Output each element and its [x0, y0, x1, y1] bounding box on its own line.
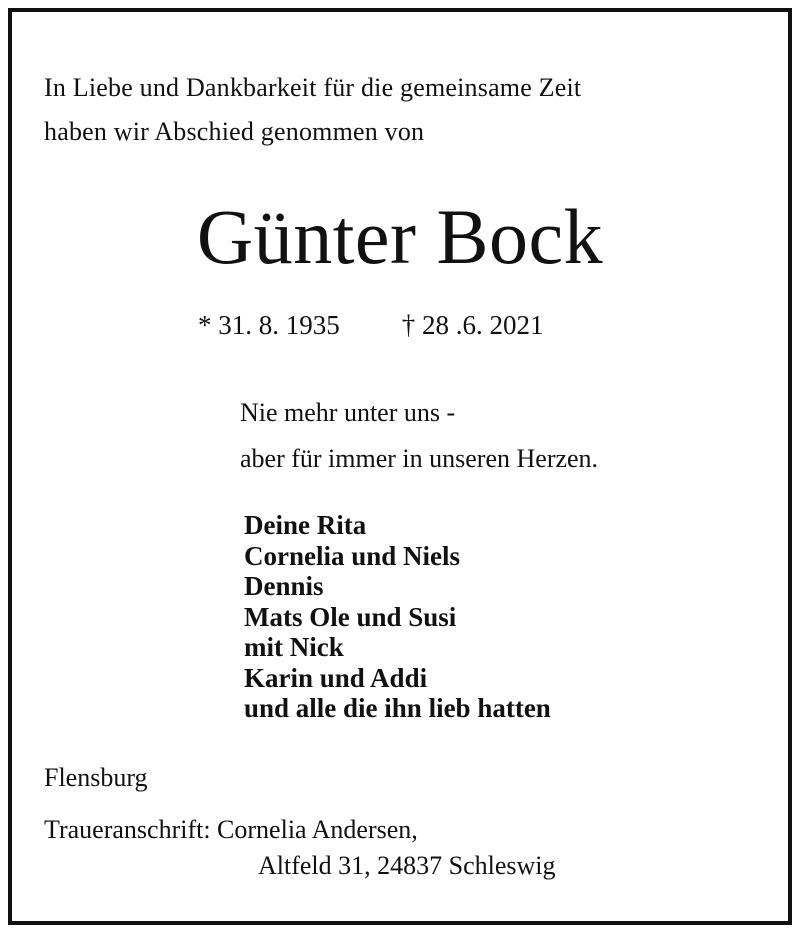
place-name: Flensburg	[44, 763, 148, 792]
mourner-line: Deine Rita	[244, 510, 367, 540]
memorial-verse	[240, 390, 598, 482]
mourning-address	[44, 812, 556, 884]
intro-text	[44, 66, 581, 154]
mourner-line: Mats Ole und Susi	[244, 601, 457, 632]
address-line-1: Traueranschrift: Cornelia Andersen,	[44, 815, 418, 844]
intro-line-2: haben wir Abschied genommen von	[44, 117, 425, 146]
intro-line-1: In Liebe und Dankbarkeit für die gemeinsame Zeit	[44, 73, 582, 102]
mourner-line: Dennis	[244, 571, 324, 601]
mourner-line: und alle die ihn lieb hatten	[244, 693, 551, 723]
death-date: † 28 .6. 2021	[401, 310, 544, 340]
mourner-line: Cornelia und Niels	[244, 540, 461, 571]
mourner-line: Karin und Addi	[244, 662, 428, 693]
address-line-2: Altfeld 31, 24837 Schleswig	[258, 851, 556, 880]
verse-line-2: aber für immer in unseren Herzen.	[240, 444, 599, 473]
birth-date: * 31. 8. 1935	[198, 310, 340, 340]
verse-line-1: Nie mehr unter uns -	[240, 398, 456, 427]
mourner-line: mit Nick	[244, 632, 344, 662]
deceased-name: Günter Bock	[196, 193, 604, 280]
mourners-list	[244, 510, 551, 724]
life-dates	[198, 305, 544, 345]
